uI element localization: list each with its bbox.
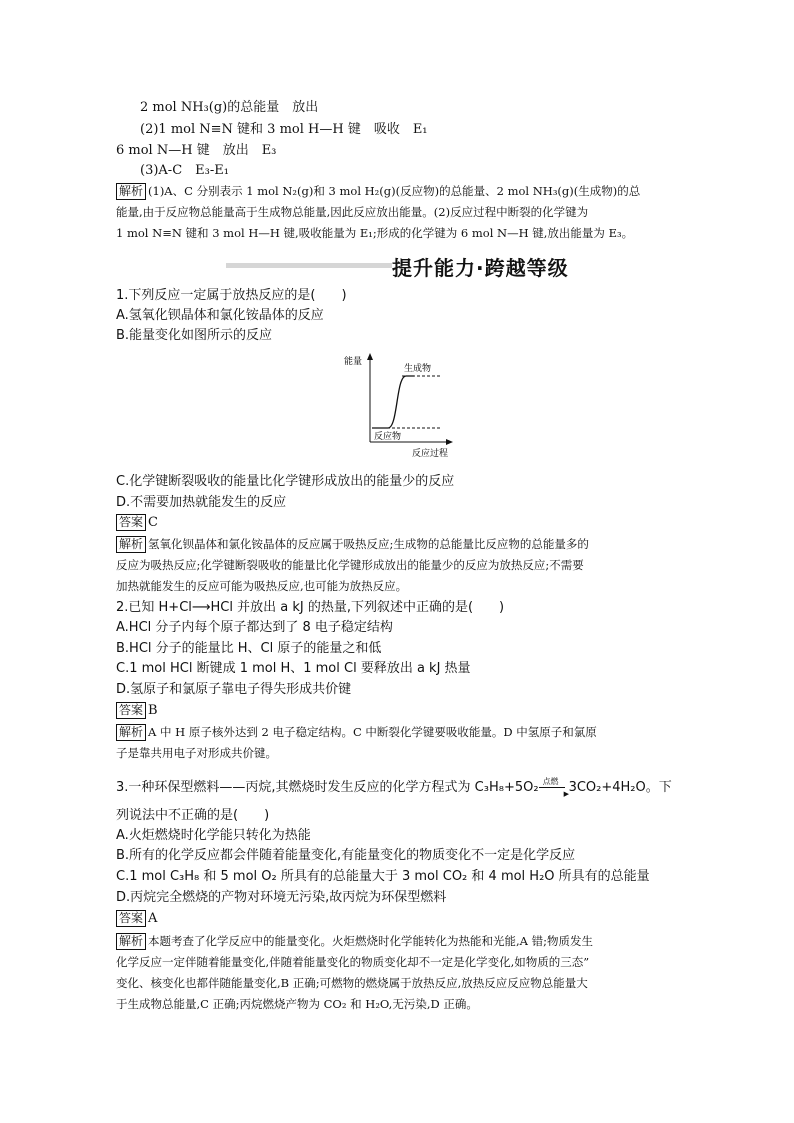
reactant-label: 反应物 bbox=[374, 432, 402, 442]
answer-label: 答案 bbox=[116, 702, 146, 719]
answer-line-3: 6 mol N—H 键 放出 E₃ bbox=[116, 143, 277, 158]
question-1-stem: 1.下列反应一定属于放热反应的是( ) bbox=[116, 288, 347, 303]
x-axis-arrow bbox=[446, 439, 453, 445]
q3-answer-value: A bbox=[148, 911, 158, 926]
y-axis-label: 能量 bbox=[344, 357, 363, 367]
q1-explanation bbox=[116, 534, 589, 554]
jiexi-label: 解析 bbox=[116, 183, 146, 200]
section-divider-bar bbox=[226, 263, 392, 268]
q1-option-b: B.能量变化如图所示的反应 bbox=[116, 328, 273, 343]
answer-line-4: (3)A-C E₃-E₁ bbox=[140, 163, 229, 178]
product-label: 生成物 bbox=[404, 364, 432, 374]
q2-answer bbox=[116, 701, 158, 721]
answer-label: 答案 bbox=[116, 514, 146, 531]
answer-line-2: (2)1 mol N≡N 键和 3 mol H—H 键 吸收 E₁ bbox=[140, 122, 428, 137]
q1-answer bbox=[116, 513, 158, 533]
q3-stem-post: 3CO₂+4H₂O。下 bbox=[568, 780, 672, 795]
q1-answer-value: C bbox=[148, 515, 158, 530]
jiexi-label: 解析 bbox=[116, 724, 146, 741]
q2-answer-value: B bbox=[148, 703, 158, 718]
q1-option-c: C.化学键断裂吸收的能量比化学键形成放出的能量少的反应 bbox=[116, 474, 455, 489]
q3-explanation: 于生成物总能量,C 正确;丙烷燃烧产物为 CO₂ 和 H₂O,无污染,D 正确。 bbox=[116, 997, 478, 1011]
q1-explanation: 反应为吸热反应;化学键断裂吸收的能量比化学键形成放出的能量少的反应为放热反应;不需要 bbox=[116, 558, 584, 572]
q3-option-d: D.丙烷完全燃烧的产物对环境无污染,故丙烷为环保型燃料 bbox=[116, 890, 447, 905]
q3-option-a: A.火炬燃烧时化学能只转化为热能 bbox=[116, 828, 311, 843]
q3-option-b: B.所有的化学反应都会伴随着能量变化,有能量变化的物质变化不一定是化学反应 bbox=[116, 848, 576, 863]
q2-explanation bbox=[116, 722, 597, 742]
jiexi-label: 解析 bbox=[116, 536, 146, 553]
q2-option-c: C.1 mol HCl 断键成 1 mol H、1 mol Cl 要释放出 a kJ 热量 bbox=[116, 661, 471, 676]
jiexi-label: 解析 bbox=[116, 933, 146, 950]
q2-option-b: B.HCl 分子的能量比 H、Cl 原子的能量之和低 bbox=[116, 641, 382, 656]
q1-explanation: 加热就能发生的反应可能为吸热反应,也可能为放热反应。 bbox=[116, 579, 408, 593]
q3-explanation bbox=[116, 931, 593, 951]
q3-option-c: C.1 mol C₃H₈ 和 5 mol O₂ 所具有的总能量大于 3 mol CO₂ 和 4 mol H₂O 所具有的总能量 bbox=[116, 869, 650, 884]
q3-explanation: 化学反应一定伴随着能量变化,伴随着能量变化的物质变化却不一定是化学变化,如物质的三态” bbox=[116, 955, 590, 969]
q2-option-d: D.氢原子和氯原子靠电子得失形成共价键 bbox=[116, 682, 352, 697]
q3-stem-pre: 3.一种环保型燃料——丙烷,其燃烧时发生反应的化学方程式为 C₃H₈+5O₂ bbox=[116, 780, 539, 795]
explanation-text: 本题考查了化学反应中的能量变化。火炬燃烧时化学能转化为热能和光能,A 错;物质发生 bbox=[148, 934, 594, 948]
q2-explanation: 子是靠共用电子对形成共价键。 bbox=[116, 746, 277, 760]
question-3-stem bbox=[116, 778, 672, 798]
energy-diagram bbox=[340, 350, 460, 460]
q3-answer bbox=[116, 909, 157, 929]
reaction-arrow: 点燃 ▶ bbox=[539, 781, 569, 795]
q2-option-a: A.HCl 分子内每个原子都达到了 8 电子稳定结构 bbox=[116, 620, 393, 635]
explanation-line: 能量,由于反应物总能量高于生成物总能量,因此反应放出能量。(2)反应过程中断裂的化学键为 bbox=[116, 205, 589, 219]
question-3-stem-cont: 列说法中不正确的是( ) bbox=[116, 808, 270, 823]
explanation-text: 氢氧化钡晶体和氯化铵晶体的反应属于吸热反应;生成物的总能量比反应物的总能量多的 bbox=[148, 537, 589, 551]
answer-label: 答案 bbox=[116, 910, 146, 927]
question-2-stem: 2.已知 H+Cl⟶HCl 并放出 a kJ 的热量,下列叙述中正确的是( ) bbox=[116, 600, 505, 615]
x-axis-label: 反应过程 bbox=[412, 449, 449, 459]
explanation-line: 1 mol N≡N 键和 3 mol H—H 键,吸收能量为 E₁;形成的化学键为 6 mol N—H 键,放出能量为 E₃。 bbox=[116, 226, 634, 240]
q1-option-d: D.不需要加热就能发生的反应 bbox=[116, 495, 287, 510]
q1-option-a: A.氢氧化钡晶体和氯化铵晶体的反应 bbox=[116, 308, 324, 323]
section-title: 提升能力·跨越等级 bbox=[392, 256, 569, 280]
energy-curve bbox=[372, 376, 414, 428]
reaction-condition: 点燃 bbox=[542, 776, 559, 786]
explanation-line bbox=[116, 181, 640, 201]
explanation-text: A 中 H 原子核外达到 2 电子稳定结构。C 中断裂化学键要吸收能量。D 中氢原子和氯原 bbox=[148, 725, 597, 739]
answer-line-1: 2 mol NH₃(g)的总能量 放出 bbox=[140, 100, 319, 115]
y-axis-arrow bbox=[367, 353, 373, 360]
explanation-text: (1)A、C 分别表示 1 mol N₂(g)和 3 mol H₂(g)(反应物)的总能量、2 mol NH₃(g)(生成物)的总 bbox=[148, 184, 641, 198]
q3-explanation: 变化、核变化也都伴随能量变化,B 正确;可燃物的燃烧属于放热反应,放热反应反应物总能量大 bbox=[116, 976, 588, 990]
